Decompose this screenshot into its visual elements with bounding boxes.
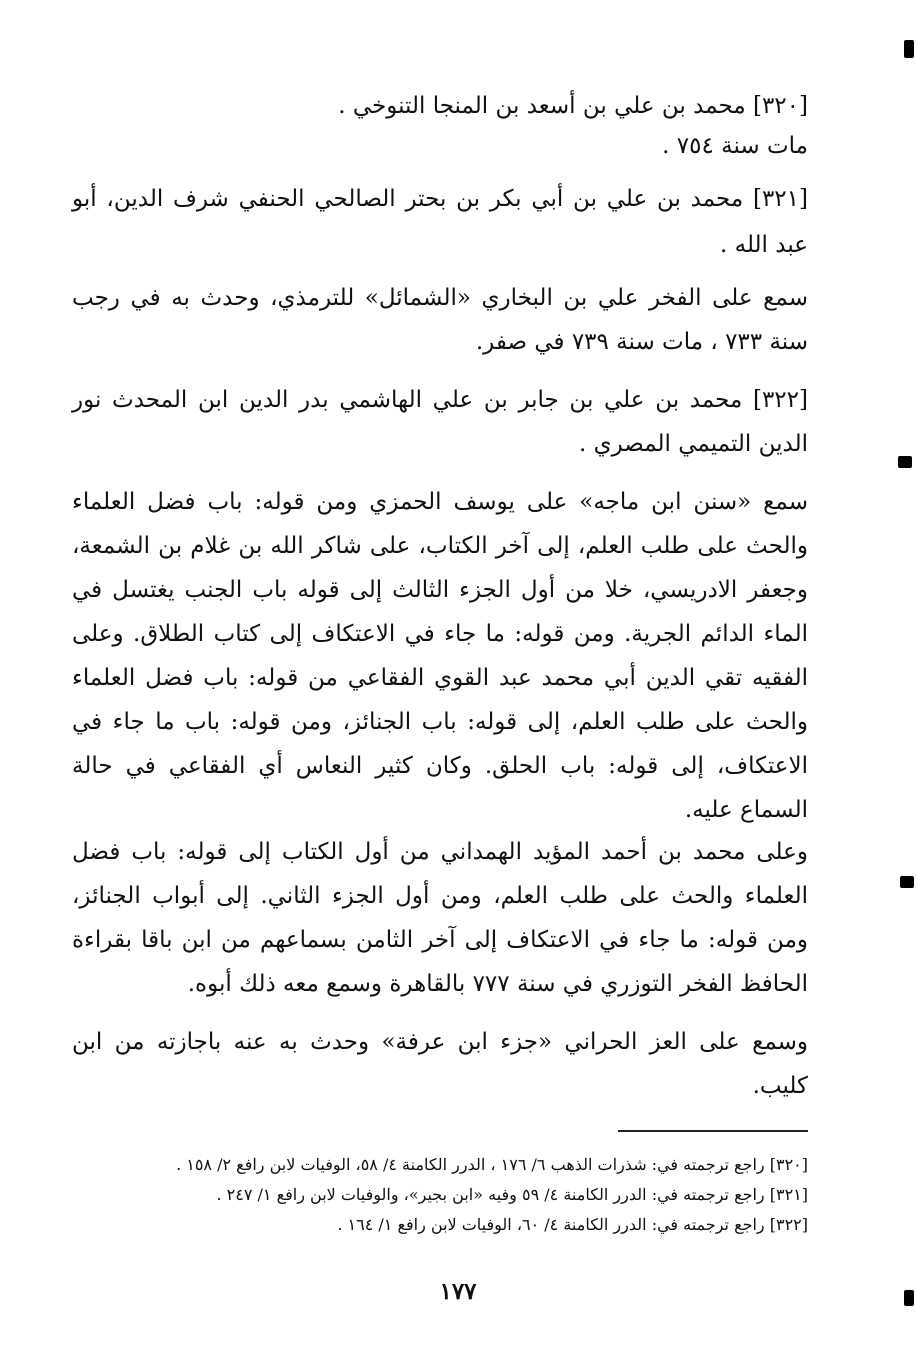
entry-322-body-3 xyxy=(72,1020,808,1108)
entry-322-body-1 xyxy=(72,480,808,832)
entry-321-body xyxy=(72,276,808,364)
entry-paragraph: سمع «سنن ابن ماجه» على يوسف الحمزي ومن قوله: باب فضل العلماء والحث على طلب العلم، إلى آخر الكتاب، على شاكر الله بن غلام بن الشمعة، وجعفر الادريسي، خلا من أول الجزء الثالث إلى قوله باب الجنب يغتسل في الماء الدائم الجرية. ومن قوله: ما جاء في الاعتكاف إلى كتاب الطلاق. وعلى الفقيه تقي الدين أبي محمد عبد القوي الفقاعي من قوله: باب فضل العلماء والحث على طلب العلم، إلى قوله: باب الجنائز، ومن قوله: باب ما جاء في الاعتكاف، إلى قوله: باب الحلق. وكان كثير النعاس أي الفقاعي في حالة السماع عليه. xyxy=(72,489,808,823)
page-number: ١٧٧ xyxy=(439,1278,477,1305)
footnotes xyxy=(96,1150,808,1240)
entry-322 xyxy=(72,378,808,466)
entry-heading: [٣٢٠] محمد بن علي بن أسعد بن المنجا التنوخي . xyxy=(338,93,808,119)
footnote: [٣٢٠] راجع ترجمته في: شذرات الذهب ٦/ ١٧٦ ، الدرر الكامنة ٤/ ٥٨، الوفيات لابن رافع ٢/ ١٥٨ . xyxy=(176,1155,808,1174)
entry-paragraph: مات سنة ٧٥٤ . xyxy=(662,133,808,159)
entry-heading: [٣٢١] محمد بن علي بن أبي بكر بن بحتر الصالحي الحنفي شرف الدين، أبو عبد الله . xyxy=(72,186,808,258)
footnote: [٣٢١] راجع ترجمته في: الدرر الكامنة ٤/ ٥٩ وفيه «ابن بجير»، والوفيات لابن رافع ١/ ٢٤٧ . xyxy=(216,1185,808,1204)
scan-edge-mark xyxy=(904,40,914,58)
entry-paragraph: وسمع على العز الحراني «جزء ابن عرفة» وحدث به عنه باجازته من ابن كليب. xyxy=(72,1029,808,1099)
entry-paragraph: وعلى محمد بن أحمد المؤيد الهمداني من أول الكتاب إلى قوله: باب فضل العلماء والحث على طلب العلم، ومن أول الجزء الثاني. إلى أبواب الجنائز، ومن قوله: ما جاء في الاعتكاف إلى آخر الثامن بسماعهم من ابن باقا بقراءة الحافظ الفخر التوزري في سنة ٧٧٧ بالقاهرة وسمع معه ذلك أبوه. xyxy=(72,839,808,997)
entry-heading: [٣٢٢] محمد بن علي بن جابر بن علي الهاشمي بدر الدين ابن المحدث نور الدين التميمي المصري . xyxy=(72,387,808,457)
scan-edge-mark xyxy=(898,456,912,468)
entry-322-body-2 xyxy=(72,830,808,1006)
scan-edge-mark xyxy=(900,876,914,888)
entry-paragraph: سمع على الفخر علي بن البخاري «الشمائل» للترمذي، وحدث به في رجب سنة ٧٣٣ ، مات سنة ٧٣٩ في صفر. xyxy=(72,285,808,355)
entry-321 xyxy=(72,176,808,268)
entry-320 xyxy=(72,86,808,166)
footnote: [٣٢٢] راجع ترجمته في: الدرر الكامنة ٤/ ٦٠، الوفيات لابن رافع ١/ ١٦٤ . xyxy=(337,1215,808,1234)
scan-edge-mark xyxy=(904,1290,914,1306)
footnote-divider xyxy=(618,1130,808,1132)
